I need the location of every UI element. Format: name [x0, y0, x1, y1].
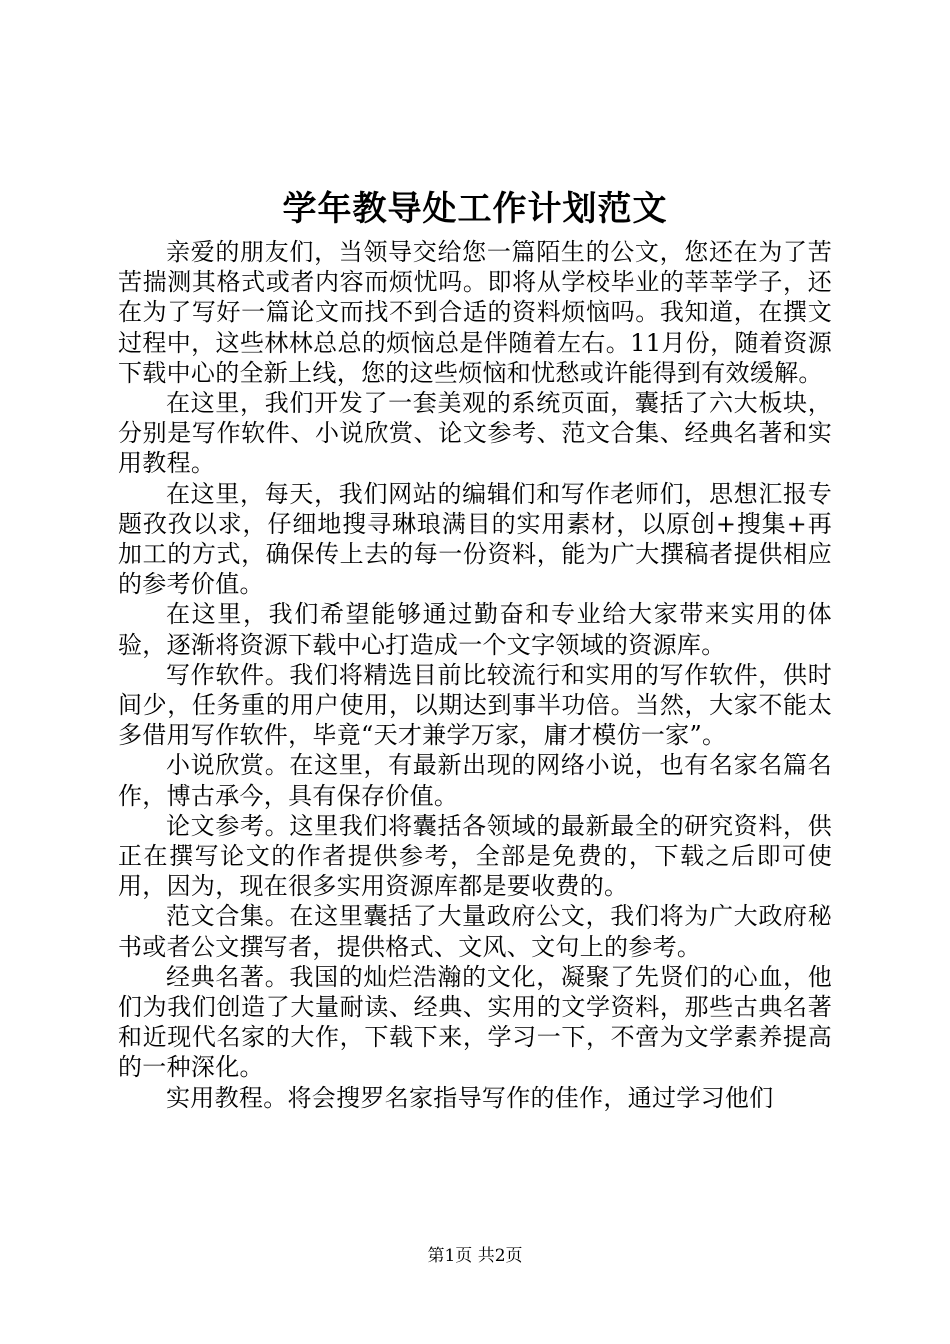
paragraph: 在这里，每天，我们网站的编辑们和写作老师们，思想汇报专题孜孜以求，仔细地搜寻琳琅满目的实用素材，以原创+搜集+再加工的方式，确保传上去的每一份资料，能为广大撰稿者提供相应的参考价值。 — [118, 479, 832, 599]
paragraph: 在这里，我们开发了一套美观的系统页面，囊括了六大板块，分别是写作软件、小说欣赏、论文参考、范文合集、经典名著和实用教程。 — [118, 389, 832, 478]
document-body — [118, 237, 832, 1113]
paragraph: 小说欣赏。在这里，有最新出现的网络小说，也有名家名篇名作，博古承今，具有保存价值。 — [118, 751, 832, 810]
paragraph: 写作软件。我们将精选目前比较流行和实用的写作软件，供时间少，任务重的用户使用，以期达到事半功倍。当然，大家不能太多借用写作软件，毕竟“天才兼学万家，庸才模仿一家”。 — [118, 660, 832, 750]
paragraph: 实用教程。将会搜罗名家指导写作的佳作，通过学习他们 — [166, 1083, 774, 1112]
paragraph: 在这里，我们希望能够通过勤奋和专业给大家带来实用的体验，逐渐将资源下载中心打造成一个文字领域的资源库。 — [118, 600, 832, 659]
paragraph: 经典名著。我国的灿烂浩瀚的文化，凝聚了先贤们的心血，他们为我们创造了大量耐读、经典、实用的文学资料，那些古典名著和近现代名家的大作，下载下来，学习一下，不啻为文学素养提高的一种深化。 — [118, 962, 832, 1082]
document-title: 学年教导处工作计划范文 — [282, 189, 668, 229]
paragraph: 亲爱的朋友们，当领导交给您一篇陌生的公文，您还在为了苦苦揣测其格式或者内容而烦忧吗。即将从学校毕业的莘莘学子，还在为了写好一篇论文而找不到合适的资料烦恼吗。我知道，在撰文过程中，这些林林总总的烦恼总是伴随着左右。11月份，随着资源下载中心的全新上线，您的这些烦恼和忧愁或许能得到有效缓解。 — [118, 238, 832, 387]
paragraph: 论文参考。这里我们将囊括各领域的最新最全的研究资料，供正在撰写论文的作者提供参考，全部是免费的，下载之后即可使用，因为，现在很多实用资源库都是要收费的。 — [118, 811, 832, 901]
page-footer: 第1页 共2页 — [427, 1246, 523, 1266]
paragraph: 范文合集。在这里囊括了大量政府公文，我们将为广大政府秘书或者公文撰写者，提供格式、文风、文句上的参考。 — [118, 902, 832, 961]
